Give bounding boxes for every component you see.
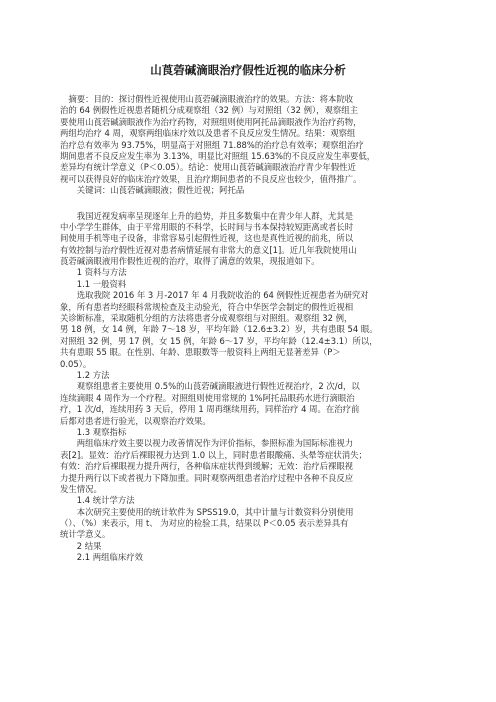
abstract-line: 治疗总有效率为 93.75%，明显高于对照组 71.88%的治疗总有效率；观察组治疗 — [60, 139, 364, 150]
body-text-line: 力提升两行以下或者视力下降加重。同时观察两组患者治疗过程中各种不良反应 — [60, 472, 354, 483]
body-text-line: 2 结果 — [60, 540, 102, 551]
body-text-line: （）、（%）来表示，用 t、 为对应的检验工具，结果以 P＜0.05 表示差异具有 — [60, 518, 349, 529]
body-text-line: 两组临床疗效主要以视力改善情况作为评价指标，参照标准为国际标准视力 — [60, 438, 354, 449]
body-text-line: 0.05）。 — [60, 358, 92, 369]
page-title: 山莨菪碱滴眼治疗假性近视的临床分析 — [150, 63, 346, 77]
body-text-line: 表[2]。显效：治疗后裸眼视力达到 1.0 以上，同时患者眼酸痛、头晕等症状消失； — [60, 449, 367, 460]
abstract-line: 治的 64 例假性近视患者随机分成观察组（32 例）与对照组（32 例），观察组主 — [60, 105, 359, 116]
main-text-section — [60, 211, 440, 564]
body-text-line: 1.2 方法 — [60, 369, 110, 380]
body-text-line: 间使用手机等电子设备，非常容易引起假性近视，这也是真性近视的前兆，所以 — [60, 233, 354, 244]
body-text-line: 后都对患者进行验光，以观察治疗效果。 — [60, 415, 211, 426]
abstract-line: 摘要：目的：探讨假性近视使用山莨菪碱滴眼液治疗的效果。方法：将本院收 — [60, 94, 354, 104]
body-text-line: 男 18 例，女 14 例，年龄 7～18 岁，平均年龄（12.6±3.2）岁，共有患眼 54 眼。 — [60, 324, 378, 335]
body-text-line: 2.1 两组临床疗效 — [60, 552, 143, 563]
body-text-line: 对照组 32 例，男 17 例，女 15 例，年龄 6～17 岁，平均年龄（12.4±3.1）所以， — [60, 335, 378, 346]
body-text-line: 中小学学生群体，由于平常用眼的不科学，长时间与书本保持较短距离或者长时 — [60, 221, 354, 232]
body-text-line: 本次研究主要使用的统计软件为 SPSS19.0，其中计量与计数资料分别使用 — [60, 506, 354, 517]
abstract-line: 期间患者不良反应发生率为 3.13%，明显比对照组 15.63%的不良反应发生率要低， — [60, 150, 376, 161]
body-text-line: 有效控制与治疗假性近视对患者病情延展有非常大的意义[1]。近几年我院使用山 — [60, 244, 357, 255]
abstract-section — [60, 94, 440, 197]
document-body — [60, 94, 440, 564]
body-text-line: 疗，1 次/d，连续用药 3 天后，停用 1 周再继续用药，同样治疗 4 周。在治疗前 — [60, 404, 360, 415]
body-text-line: 连续滴眼 4 周作为一个疗程。对照组则使用常规的 1%阿托品眼药水进行滴眼治 — [60, 392, 355, 403]
body-text-line: 选取我院 2016 年 3 月-2017 年 4 月我院收治的 64 例假性近视患者为研究对 — [60, 290, 369, 301]
abstract-line: 差异均有统计学意义（P＜0.05）。结论：使用山莨菪碱滴眼液治疗青少年假性近 — [60, 162, 356, 173]
body-text-line: 象，所有患者均经眼科常规检查及主动验光，符合中华医学会制定的假性近视相 — [60, 301, 354, 312]
body-text-line: 我国近视发病率呈现逐年上升的趋势，并且多数集中在青少年人群，尤其是 — [60, 210, 354, 221]
body-text-line: 共有患眼 55 眼。在性别、年龄、患眼数等一般资料上两组无显著差异（P＞ — [60, 347, 341, 358]
body-text-line: 关诊断标准，采取随机分组的方法将患者分成观察组与对照组。观察组 32 例， — [60, 313, 353, 324]
body-text-line: 1.3 观察指标 — [60, 426, 127, 437]
section-gap — [60, 197, 440, 211]
body-text-line: 发生情况。 — [60, 483, 102, 494]
body-text-line: 1.1 一般资料 — [60, 278, 127, 289]
body-text-line: 有效：治疗后裸眼视力提升两行，各种临床症状得到缓解；无效：治疗后裸眼视 — [60, 461, 354, 472]
abstract-line: 视可以获得良好的临床治疗效果，且治疗期间患者的不良反应也较少，值得推广。 — [60, 173, 362, 184]
body-text-line: 1 资料与方法 — [60, 267, 127, 278]
abstract-line: 关键词：山莨菪碱滴眼液；假性近视；阿托品 — [60, 185, 245, 196]
body-text-line: 统计学意义。 — [60, 529, 111, 540]
abstract-line: 两组均治疗 4 周，观察两组临床疗效以及患者不良反应发生情况。结果：观察组 — [60, 128, 356, 139]
body-text-line: 莨菪碱滴眼液用作假性近视的治疗，取得了满意的效果，现报道如下。 — [60, 256, 320, 267]
body-text-line: 观察组患者主要使用 0.5%的山莨菪碱滴眼液进行假性近视治疗，2 次/d，以 — [60, 381, 360, 392]
abstract-line: 要使用山莨菪碱滴眼液作为治疗药物，对照组则使用阿托品滴眼液作为治疗药物， — [60, 116, 362, 127]
body-text-line: 1.4 统计学方法 — [60, 495, 135, 506]
